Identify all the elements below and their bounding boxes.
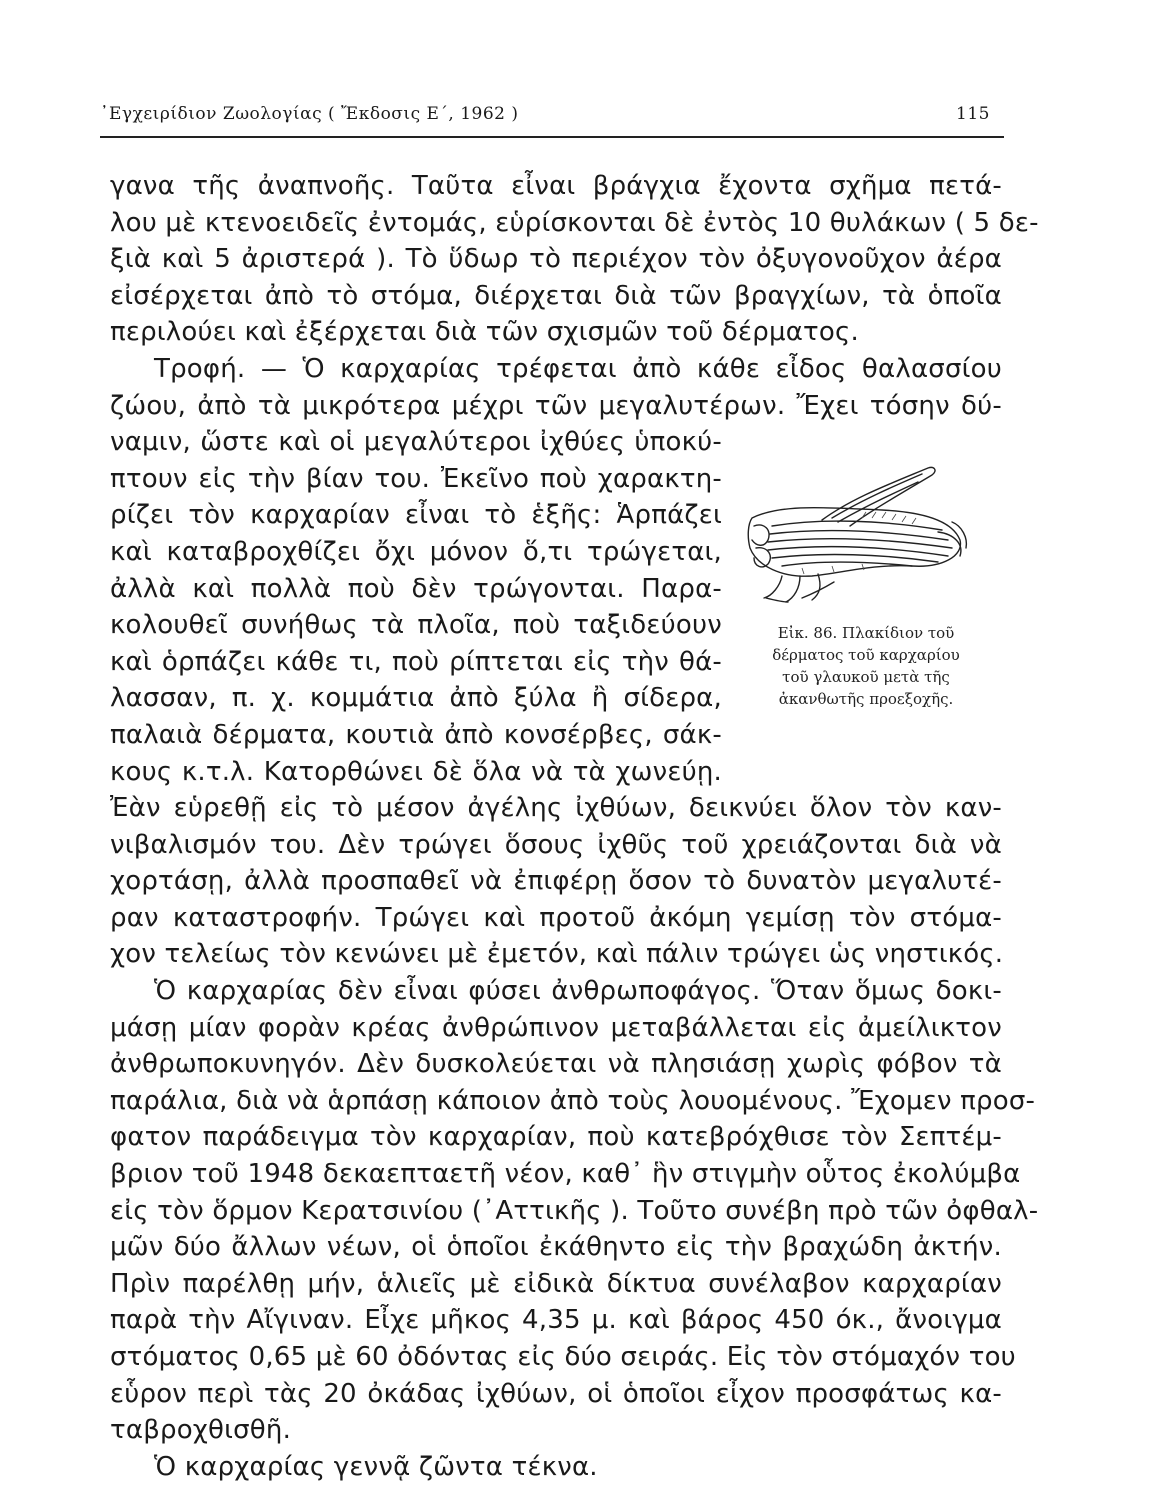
text-line: παλαιὰ δέρματα, κουτιὰ ἀπὸ κονσέρβες, σάκ- xyxy=(110,719,722,750)
text-line: Ὁ καρχαρίας γεννᾷ ζῶντα τέκνα. xyxy=(154,1451,598,1482)
text-line: Ὁ καρχαρίας δὲν εἶναι φύσει ἀνθρωποφάγος. Ὅταν ὅμως δοκι- xyxy=(154,976,1002,1007)
text-line: ναμιν, ὥστε καὶ οἱ μεγαλύτεροι ἰχθύες ὑποκύ- xyxy=(110,427,722,458)
text-line: λασσαν, π. χ. κομμάτια ἀπὸ ξύλα ἢ σίδερα, xyxy=(110,683,722,714)
text-line: λου μὲ κτενοειδεῖς ἐντομάς, εὑρίσκονται δὲ ἐντὸς 10 θυλάκων ( 5 δε- xyxy=(110,207,1039,238)
text-line: ρίζει τὸν καρχαρίαν εἶναι τὸ ἑξῆς: Ἁρπάζει xyxy=(110,500,722,531)
text-line: ταβροχθισθῆ. xyxy=(110,1415,292,1446)
text-line: πτουν εἰς τὴν βίαν του. Ἐκεῖνο ποὺ χαρακτη- xyxy=(110,463,722,494)
text-line: ξιὰ καὶ 5 ἀριστερά ). Τὸ ὕδωρ τὸ περιέχον τὸν ὀξυγονοῦχον ἀέρα xyxy=(110,244,1002,275)
text-line: εἰς τὸν ὅρμον Κερατσινίου (᾿Αττικῆς ). Τοῦτο συνέβη πρὸ τῶν ὀφθαλ- xyxy=(110,1195,1039,1226)
text-line: ἀλλὰ καὶ πολλὰ ποὺ δὲν τρώγονται. Παρα- xyxy=(110,573,722,604)
text-line: περιλούει καὶ ἐξέρχεται διὰ τῶν σχισμῶν τοῦ δέρματος. xyxy=(110,317,859,348)
text-line: μάσῃ μίαν φορὰν κρέας ἀνθρώπινον μεταβάλλεται εἰς ἀμείλικτον xyxy=(110,1012,1002,1043)
page-number: 115 xyxy=(956,104,990,124)
text-line: παράλια, διὰ νὰ ἁρπάσῃ κάποιον ἀπὸ τοὺς λουομένους. Ἔχομεν προσ- xyxy=(110,1085,1036,1116)
text-line: κους κ.τ.λ. Κατορθώνει δὲ ὅλα νὰ τὰ χωνεύῃ. xyxy=(110,756,722,787)
text-line: ἀνθρωποκυνηγόν. Δὲν δυσκολεύεται νὰ πλησιάσῃ χωρὶς φόβον τὰ xyxy=(110,1049,1002,1080)
section-heading-line: Τροφή. — Ὁ καρχαρίας τρέφεται ἀπὸ κάθε εἶδος θαλασσίου xyxy=(154,353,1002,384)
caption-line: δέρματος τοῦ καρχαρίου xyxy=(772,646,960,664)
text-line: χον τελείως τὸν κενώνει μὲ ἐμετόν, καὶ πάλιν τρώγει ὡς νηστικός. xyxy=(110,939,1004,970)
book-title: ᾿Εγχειρίδιον Ζωολογίας ( Ἔκδοσις Ε΄, 1962 ) xyxy=(100,104,519,124)
header-rule xyxy=(100,136,1004,138)
text-line: Ἐὰν εὑρεθῇ εἰς τὸ μέσον ἀγέλης ἰχθύων, δεικνύει ὅλον τὸν καν- xyxy=(110,793,1002,824)
caption-line: τοῦ γλαυκοῦ μετὰ τῆς xyxy=(782,668,950,686)
text-line: μῶν δύο ἄλλων νέων, οἱ ὁποῖοι ἐκάθηντο εἰς τὴν βραχώδη ἀκτήν. xyxy=(110,1232,1002,1263)
text-line: ραν καταστροφήν. Τρώγει καὶ προτοῦ ἀκόμη γεμίσῃ τὸν στόμα- xyxy=(110,902,1002,933)
running-header xyxy=(100,100,1000,134)
text-line: Πρὶν παρέλθῃ μήν, ἁλιεῖς μὲ εἰδικὰ δίκτυα συνέλαβον καρχαρίαν xyxy=(110,1268,1002,1299)
text-line: εὗρον περὶ τὰς 20 ὀκάδας ἰχθύων, οἱ ὁποῖοι εἶχον προσφάτως κα- xyxy=(110,1378,1002,1409)
shark-skin-denticle-drawing xyxy=(742,448,972,618)
text-line: βριον τοῦ 1948 δεκαεπταετῆ νέον, καθ᾿ ἣν στιγμὴν οὗτος ἐκολύμβα xyxy=(110,1159,1021,1190)
text-line: ζώου, ἀπὸ τὰ μικρότερα μέχρι τῶν μεγαλυτέρων. Ἔχει τόσην δύ- xyxy=(110,390,1002,421)
text-line: φατον παράδειγμα τὸν καρχαρίαν, ποὺ κατεβρόχθισε τὸν Σεπτέμ- xyxy=(110,1122,1002,1153)
text-line: καὶ καταβροχθίζει ὄχι μόνον ὅ,τι τρώγεται, xyxy=(110,536,722,567)
caption-line: Εἰκ. 86. Πλακίδιον τοῦ xyxy=(777,624,955,642)
body-text xyxy=(110,168,1039,1485)
text-line: χορτάσῃ, ἀλλὰ προσπαθεῖ νὰ ἐπιφέρῃ ὅσον τὸ δυνατὸν μεγαλυτέ- xyxy=(110,866,1002,897)
figure-caption xyxy=(735,622,997,710)
text-line: κολουθεῖ συνήθως τὰ πλοῖα, ποὺ ταξιδεύουν xyxy=(110,610,722,641)
text-line: καὶ ὁρπάζει κάθε τι, ποὺ ρίπτεται εἰς τὴν θά- xyxy=(110,646,722,677)
text-line: παρὰ τὴν Αἴγιναν. Εἶχε μῆκος 4,35 μ. καὶ βάρος 450 όκ., ἄνοιγμα xyxy=(110,1305,1002,1336)
caption-line: ἀκανθωτῆς προεξοχῆς. xyxy=(778,690,954,708)
text-line: εἰσέρχεται ἀπὸ τὸ στόμα, διέρχεται διὰ τῶν βραγχίων, τὰ ὁποῖα xyxy=(110,280,1002,311)
text-line: γανα τῆς ἀναπνοῆς. Ταῦτα εἶναι βράγχια ἔχοντα σχῆμα πετά- xyxy=(110,171,1002,201)
text-line: νιβαλισμόν του. Δὲν τρώγει ὅσους ἰχθῦς τοῦ χρειάζονται διὰ νὰ xyxy=(110,829,1002,860)
figure-86-illustration xyxy=(742,448,972,618)
text-line: στόματος 0,65 μὲ 60 ὀδόντας εἰς δύο σειράς. Εἰς τὸν στόμαχόν του xyxy=(110,1342,1016,1372)
